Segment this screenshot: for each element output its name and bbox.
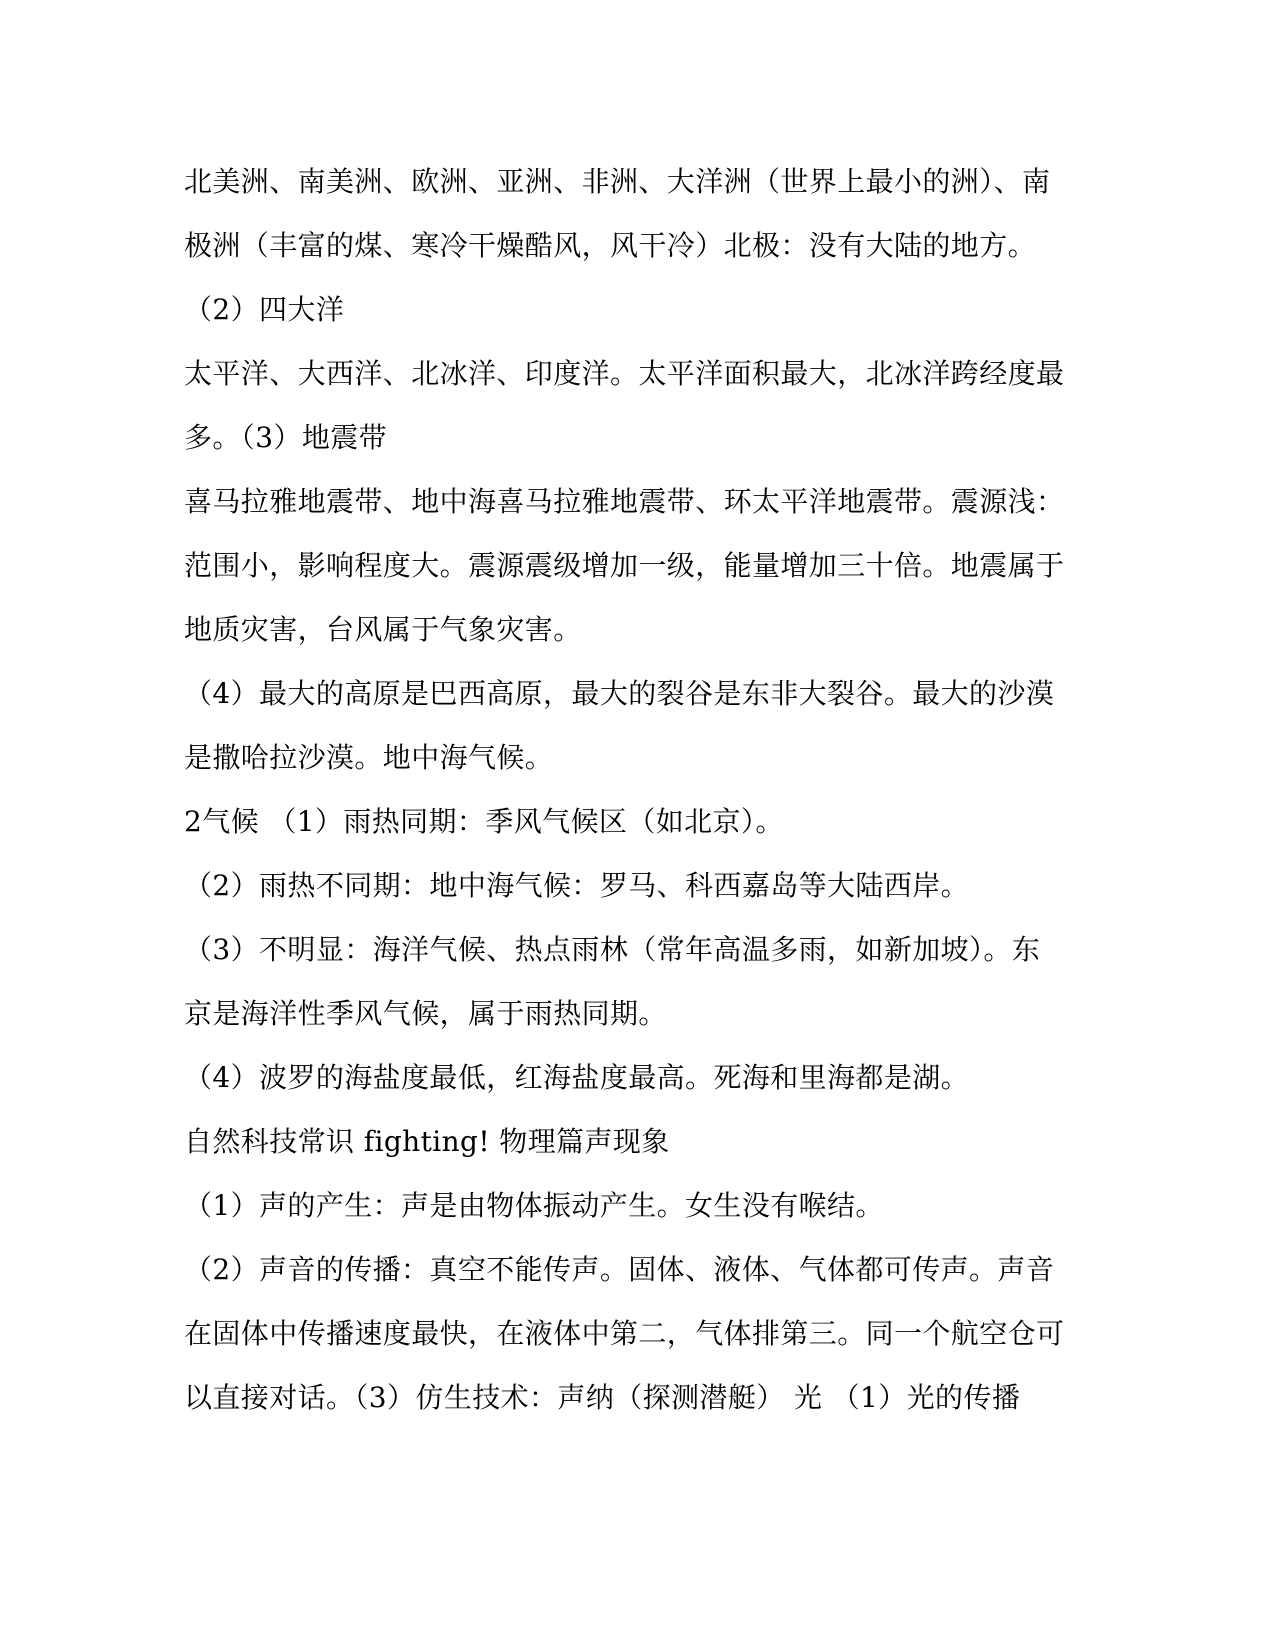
text-line-17: （1）声的产生：声是由物体振动产生。女生没有喉结。 xyxy=(184,1189,884,1222)
text-line-2: 极洲（丰富的煤、寒冷干燥酷风，风干冷）北极：没有大陆的地方。 xyxy=(184,229,1037,262)
text-line-8: 地质灾害，台风属于气象灾害。 xyxy=(184,613,582,646)
text-line-11: 2气候 （1）雨热同期：季风气候区（如北京）。 xyxy=(184,805,784,838)
text-line-6: 喜马拉雅地震带、地中海喜马拉雅地震带、环太平洋地震带。震源浅： xyxy=(184,485,1065,518)
text-line-1: 北美洲、南美洲、欧洲、亚洲、非洲、大洋洲（世界上最小的洲）、南 xyxy=(184,165,1051,198)
text-line-16: 自然科技常识 fighting! 物理篇声现象 xyxy=(184,1125,670,1158)
text-line-7: 范围小，影响程度大。震源震级增加一级，能量增加三十倍。地震属于 xyxy=(184,549,1065,582)
document-body xyxy=(184,150,1084,1430)
text-line-9: （4）最大的高原是巴西高原，最大的裂谷是东非大裂谷。最大的沙漠 xyxy=(184,677,1055,710)
text-line-14: 京是海洋性季风气候，属于雨热同期。 xyxy=(184,997,667,1030)
text-line-15: （4）波罗的海盐度最低，红海盐度最高。死海和里海都是湖。 xyxy=(184,1061,970,1094)
text-line-20: 以直接对话。（3）仿生技术：声纳（探测潜艇） 光 （1）光的传播 xyxy=(184,1381,1021,1414)
text-line-3: （2）四大洋 xyxy=(184,293,345,326)
text-line-19: 在固体中传播速度最快，在液体中第二，气体排第三。同一个航空仓可 xyxy=(184,1317,1065,1350)
text-line-4: 太平洋、大西洋、北冰洋、印度洋。太平洋面积最大，北冰洋跨经度最 xyxy=(184,357,1065,390)
text-line-5: 多。（3）地震带 xyxy=(184,421,388,454)
text-line-18: （2）声音的传播：真空不能传声。固体、液体、气体都可传声。声音 xyxy=(184,1253,1055,1286)
text-line-13: （3）不明显：海洋气候、热点雨林（常年高温多雨，如新加坡）。东 xyxy=(184,933,1041,966)
text-line-10: 是撒哈拉沙漠。地中海气候。 xyxy=(184,741,554,774)
text-line-12: （2）雨热不同期：地中海气候：罗马、科西嘉岛等大陆西岸。 xyxy=(184,869,970,902)
